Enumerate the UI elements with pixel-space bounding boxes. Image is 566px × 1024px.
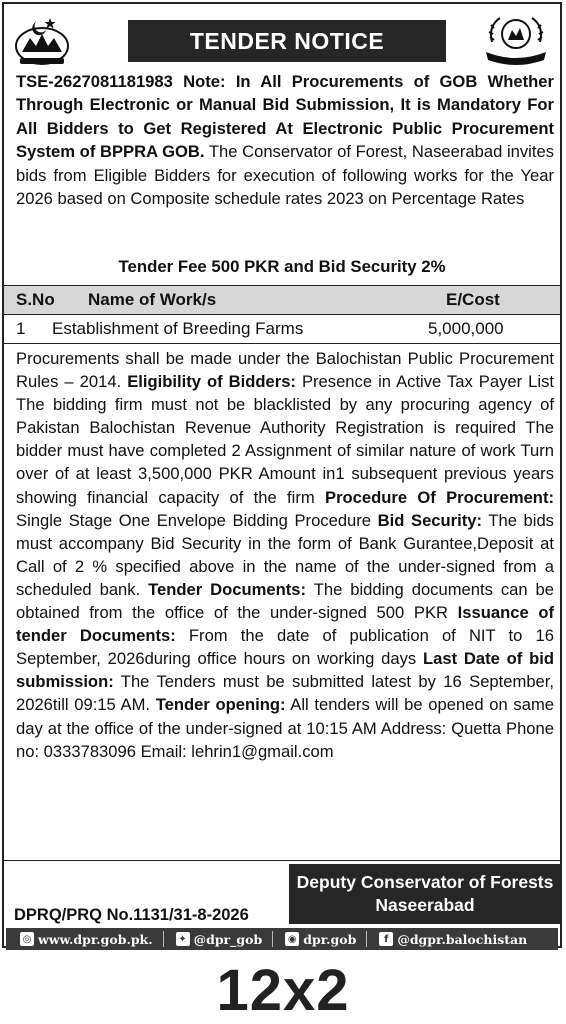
facebook-icon: f — [379, 932, 393, 946]
header-name-of-work: Name of Work/s — [88, 290, 217, 309]
row-sno: 1 — [16, 319, 26, 338]
facebook-text: @dgpr.balochistan — [397, 931, 528, 947]
instagram-text: dpr.gob — [303, 931, 357, 947]
body-text: All tenders will be opened on same day at the office of the under-signed at 10:15 AM Address: Quetta Phone no: 0333783096 Email: lehrin1@gmail.com — [16, 695, 555, 761]
header-ecost: E/Cost — [446, 290, 500, 309]
website-text: www.dpr.gob.pk. — [38, 931, 153, 947]
body-text: Single Stage One Envelope Bidding Procedure — [16, 510, 378, 530]
table-row — [4, 315, 560, 344]
row-ecost: 5,000,000 — [428, 319, 504, 338]
table-header — [4, 285, 560, 315]
divider — [4, 860, 560, 861]
heading-tender-documents: Tender Documents: — [148, 579, 307, 599]
globe-icon: ◎ — [20, 932, 34, 946]
header-sno: S.No — [16, 290, 55, 309]
body-text: The Tenders must be submitted latest by 16 September, 2026till 09:15 AM. — [16, 672, 554, 715]
balochistan-emblem-icon — [12, 12, 72, 68]
notice-frame — [2, 2, 562, 948]
heading-tender-opening: Tender opening: — [155, 695, 286, 715]
heading-bid-security: Bid Security: — [377, 510, 483, 530]
footer-website[interactable] — [20, 932, 153, 947]
twitter-icon: ✦ — [176, 932, 190, 946]
heading-issuance: Issuance of tender Documents: — [16, 603, 554, 646]
body-text: The bidding documents can be obtained from the office of the under-signed 500 PKR — [16, 579, 554, 623]
instagram-icon: ◉ — [285, 932, 299, 946]
notice-title: TENDER NOTICE — [128, 20, 446, 62]
reference-number: DPRQ/PRQ No.1131/31-8-2026 — [14, 906, 249, 924]
divider — [272, 931, 273, 947]
divider — [366, 931, 367, 947]
signature-title: Deputy Conservator of Forests — [296, 872, 554, 892]
signature-block — [289, 864, 561, 924]
signature-office: Naseerabad — [375, 895, 475, 915]
body-text: From the date of publication of NIT to 16 September, 2026during office hours on working days — [16, 626, 554, 669]
body-text: The bids must accompany Bid Security in the form of Bank Gurantee,Deposit at Call of 2 % specified above in the name of the under-signed from a scheduled bank. — [16, 510, 554, 599]
footer-facebook[interactable] — [379, 932, 527, 947]
twitter-text: @dpr_gob — [193, 931, 263, 947]
heading-procedure: Procedure Of Procurement: — [325, 487, 554, 507]
footer-instagram[interactable] — [285, 932, 356, 947]
footer-social-bar — [6, 928, 558, 950]
divider — [163, 931, 164, 947]
heading-eligibility: Eligibility of Bidders: — [127, 372, 296, 392]
ad-size-label: 12x2 — [216, 958, 350, 1023]
forest-department-emblem-icon — [482, 12, 550, 68]
intro-paragraph — [16, 70, 554, 210]
intro-note-bold: TSE-2627081181983 Note: In All Procurements of GOB Whether Through Electronic or Manual Bid Submission, It is Mandatory For All Bidders to Get Registered At Electronic Public Procurement System of BPPRA GOB. — [16, 72, 554, 162]
body-text: Presence in Active Tax Payer List The bidding firm must not be blacklisted by any procuring agency of Pakistan Balochistan Revenue Authority Registration is required The bidder must have completed 2 Assignment of similar nature of work Turn over of at least 3,500,000 PKR Amount in1 subsequent previous years showing financial capacity of the firm — [16, 372, 554, 507]
heading-last-date: Last Date of bid submission: — [16, 649, 554, 692]
intro-note-text: The Conservator of Forest, Naseerabad invites bids from Eligible Bidders for execution of following works for the Year 2026 based on Composite schedule rates 2023 on Percentage Rates — [16, 142, 554, 209]
footer-twitter[interactable] — [176, 932, 263, 947]
fee-line: Tender Fee 500 PKR and Bid Security 2% — [118, 257, 446, 276]
body-text: Procurements shall be made under the Balochistan Public Procurement Rules – 2014. — [16, 349, 554, 392]
conditions-paragraph — [16, 347, 554, 763]
row-name-of-work: Establishment of Breeding Farms — [52, 319, 304, 338]
